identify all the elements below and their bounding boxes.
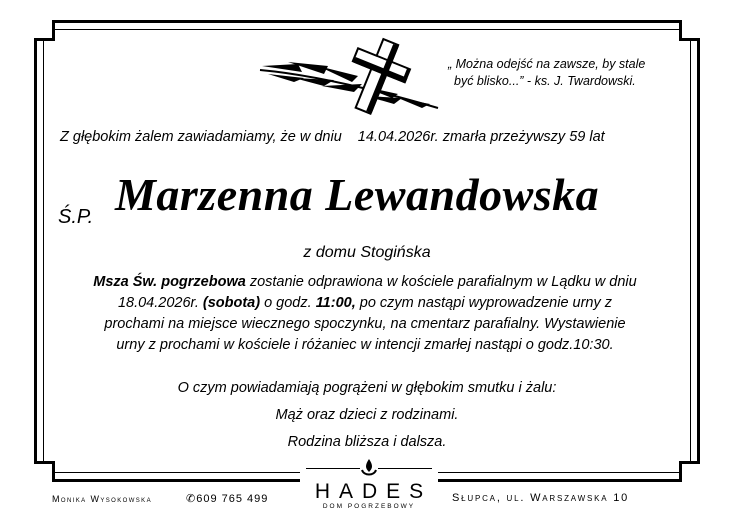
closing-line-3: Rodzina bliższa i dalsza. xyxy=(287,434,447,450)
announcement-intro xyxy=(60,129,605,145)
logo-line-left xyxy=(306,468,360,469)
ceremony-text-3: o godz. xyxy=(260,295,316,311)
closing-line-1: O czym powiadamiają pogrążeni w głębokim smutku i żalu: xyxy=(177,380,557,396)
corner-bottom-right xyxy=(679,461,700,482)
corner-top-right xyxy=(679,20,700,41)
quote-line-2: być blisko...” - ks. J. Twardowski. xyxy=(454,74,636,88)
ceremony-day: (sobota) xyxy=(202,295,261,311)
cross-with-palm-icon xyxy=(258,36,440,118)
ceremony-line-2 xyxy=(55,293,675,314)
mass-label: Msza Św. pogrzebowa xyxy=(93,274,246,290)
funeral-home-address: Słupca, ul. Warszawska 10 xyxy=(452,492,630,504)
corner-bottom-left xyxy=(34,461,55,482)
ceremony-text-4: po czym nastąpi wyprowadzenie urny z xyxy=(355,295,613,311)
ceremony-line-4: urny z prochami w kościele i różaniec w intencji zmarłej nastąpi o godz.10:30. xyxy=(116,337,614,353)
ceremony-time: 11:00, xyxy=(315,295,356,311)
deceased-name: Marzenna Lewandowska xyxy=(115,169,600,220)
logo-brand: HADES xyxy=(314,480,433,503)
logo-subtitle: DOM POGRZEBOWY xyxy=(322,503,416,510)
sp-prefix: Ś.P. xyxy=(58,206,94,228)
closing-line-2: Mąż oraz dzieci z rodzinami. xyxy=(275,407,459,423)
death-date: 14.04.2026r. zmarła przeżywszy 59 lat xyxy=(357,129,605,145)
corner-top-left xyxy=(34,20,55,41)
maiden-name: z domu Stogińska xyxy=(303,244,431,261)
ceremony-text-1: zostanie odprawiona w kościele parafialnym w Lądku w dniu xyxy=(245,274,637,290)
ceremony-line-3: prochami na miejsce wiecznego spoczynku, na cmentarz parafialny. Wystawienie xyxy=(104,316,626,332)
ceremony-line-1 xyxy=(55,272,675,293)
contact-name: Monika Wysokowska xyxy=(52,494,152,504)
logo-line-right xyxy=(378,468,432,469)
quote xyxy=(448,56,678,90)
ceremony-details xyxy=(55,272,675,356)
ceremony-text-2: 18.04.2026r. xyxy=(117,295,203,311)
hades-logo xyxy=(300,458,438,514)
contact-phone: ✆609 765 499 xyxy=(186,493,269,505)
flame-icon xyxy=(360,458,378,480)
quote-line-1: „ Można odejść na zawsze, by stale xyxy=(448,57,646,71)
intro-text: Z głębokim żalem zawiadamiamy, że w dniu xyxy=(60,129,342,145)
